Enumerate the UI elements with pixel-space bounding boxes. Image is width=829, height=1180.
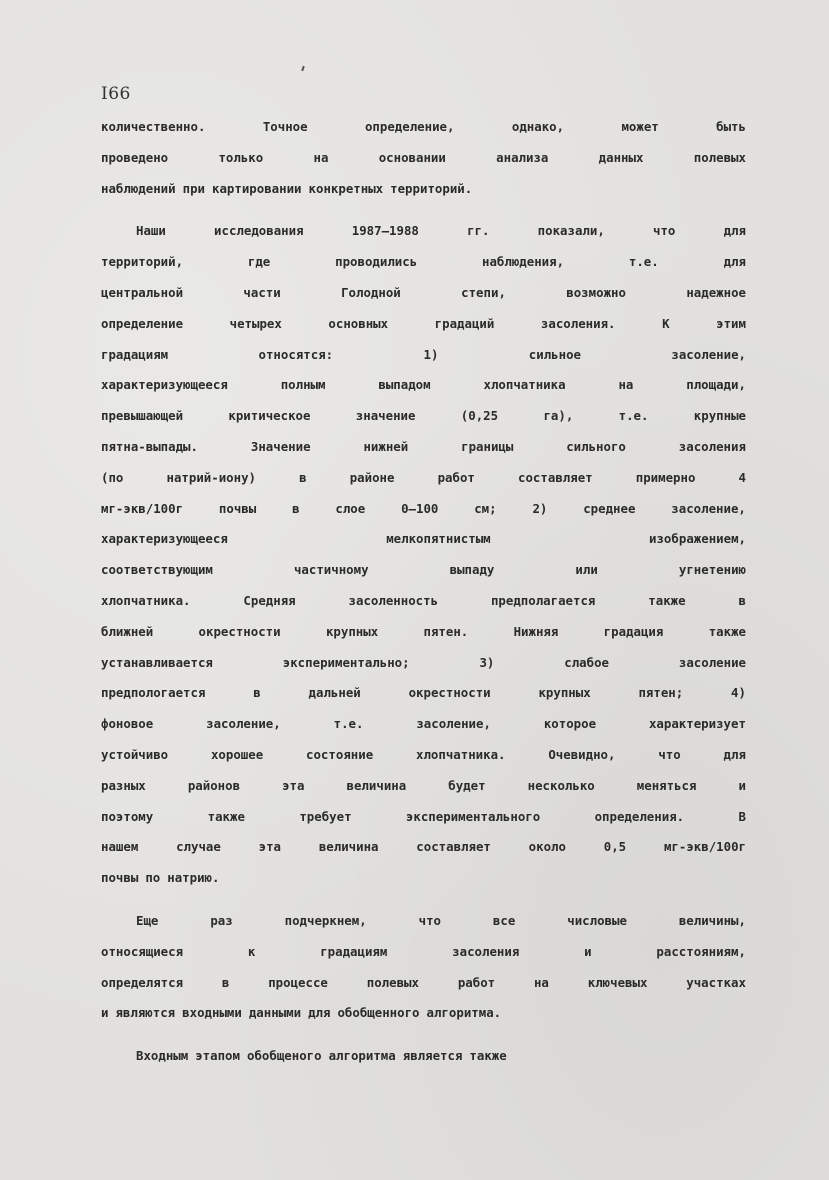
text-line: почвы по натрию. [101,870,220,886]
paragraph-gap [101,894,746,906]
text-line: хлопчатника. Средняя засоленность предполагается также в [101,592,746,608]
text-line: градациям относятся: 1) сильное засоление, [101,346,746,362]
text-line: относящиеся к градациям засоления и расстояниям, [101,943,746,959]
text-line: наблюдений при картировании конкретных территорий. [101,180,473,196]
page-number: I66 [101,84,131,104]
paragraph-gap [101,1029,746,1041]
text-line: центральной части Голодной степи, возможно надежное [101,284,746,300]
text-line: превышающей критическое значение (0,25 га), т.е. крупные [101,408,746,424]
text-line: Входным этапом обобщеного алгоритма является также [136,1048,507,1064]
text-line: Еще раз подчеркнем, что все числовые величины, [136,912,746,928]
text-line: поэтому также требует экспериментального определения. В [101,808,746,824]
text-line: мг-экв/100г почвы в слое 0–100 см; 2) среднее засоление, [101,500,746,516]
scan-speck [301,66,305,71]
text-line: разных районов эта величина будет несколько меняться и [101,777,746,793]
paragraph [101,906,746,1029]
text-line: определение четырех основных градаций засоления. К этим [101,315,746,331]
text-line: (по натрий-иону) в районе работ составляет примерно 4 [101,469,746,485]
text-line: ближней окрестности крупных пятен. Нижняя градация также [101,623,746,639]
text-line: характеризующееся мелкопятнистым изображением, [101,531,746,547]
paragraph [101,112,746,204]
paragraph-gap [101,204,746,216]
text-line: территорий, где проводились наблюдения, т.е. для [101,254,746,270]
text-line: Наши исследования 1987–1988 гг. показали, что для [136,223,746,239]
text-line: соответствующим частичному выпаду или угнетению [101,562,746,578]
text-line: проведено только на основании анализа данных полевых [101,149,746,165]
paragraph [101,1041,746,1072]
text-line: устойчиво хорошее состояние хлопчатника. Очевидно, что для [101,746,746,762]
text-line: и являются входными данными для обобщенного алгоритма. [101,1005,502,1021]
text-line: характеризующееся полным выпадом хлопчатника на площади, [101,377,746,393]
text-line: количественно. Точное определение, однако, может быть [101,119,746,134]
text-line: пятна-выпады. Значение нижней границы сильного засоления [101,438,746,454]
text-line: предпологается в дальней окрестности крупных пятен; 4) [101,685,746,701]
text-line: нашем случае эта величина составляет около 0,5 мг-экв/100г [101,839,746,855]
text-line: определятся в процессе полевых работ на ключевых участках [101,974,746,990]
text-line: фоновое засоление, т.е. засоление, которое характеризует [101,716,746,732]
body-text [101,112,746,1072]
paragraph [101,216,746,894]
text-line: устанавливается экспериментально; 3) слабое засоление [101,654,746,670]
